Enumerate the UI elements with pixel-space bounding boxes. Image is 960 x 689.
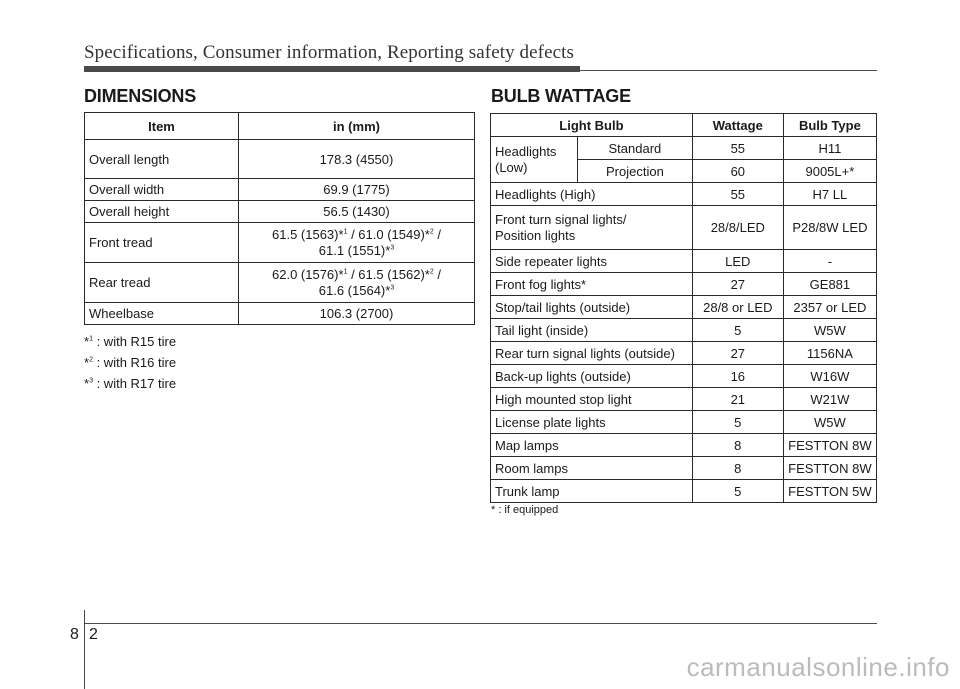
col-header-item: Item xyxy=(85,113,239,140)
value-part: / 61.0 (1549)* xyxy=(347,226,430,242)
bulb-wattage-title: BULB WATTAGE xyxy=(491,86,631,106)
table-row xyxy=(491,206,877,250)
bulb-watt: 5 xyxy=(692,411,783,434)
dim-item: Rear tread xyxy=(85,263,239,303)
value-part: 61.6 (1564)* xyxy=(318,282,391,298)
col-header-value: in (mm) xyxy=(239,113,475,140)
bulb-type: W5W xyxy=(783,411,876,434)
bulb-name: Headlights (High) xyxy=(491,183,693,206)
col-header-bulb-type: Bulb Type xyxy=(783,114,876,137)
footnote-mark: 2 xyxy=(429,268,434,276)
note-sup: 1 xyxy=(89,335,93,343)
page-number: 2 xyxy=(89,626,98,643)
bulb-name: Tail light (inside) xyxy=(491,319,693,342)
headlights-low-label xyxy=(491,137,578,183)
value-part: 62.0 (1576)* xyxy=(272,266,344,282)
bulb-sub: Standard xyxy=(578,137,693,160)
bulb-watt: 21 xyxy=(692,388,783,411)
table-row xyxy=(491,434,877,457)
label-line: (Low) xyxy=(495,159,528,175)
dim-value xyxy=(239,263,475,303)
footnote-mark: 1 xyxy=(343,228,348,236)
bulb-watt: 8 xyxy=(692,457,783,480)
table-row xyxy=(85,223,475,263)
table-row xyxy=(491,137,877,160)
bulb-name: Rear turn signal lights (outside) xyxy=(491,342,693,365)
table-row xyxy=(85,201,475,223)
note-text: : with R16 tire xyxy=(92,355,177,370)
bulb-wattage-table xyxy=(490,113,877,503)
bulb-type: FESTTON 5W xyxy=(783,480,876,503)
bulb-watt: 8 xyxy=(692,434,783,457)
table-row xyxy=(491,273,877,296)
col-header-wattage: Wattage xyxy=(692,114,783,137)
running-header: Specifications, Consumer information, Reporting safety defects xyxy=(84,42,575,63)
value-part: 61.5 (1563)* xyxy=(272,226,344,242)
bulb-type: W16W xyxy=(783,365,876,388)
dim-item: Overall length xyxy=(85,140,239,179)
note-sup: 3 xyxy=(89,377,93,385)
table-row xyxy=(85,303,475,325)
bulb-watt: 5 xyxy=(692,319,783,342)
bulb-type: - xyxy=(783,250,876,273)
tire-note-r17 xyxy=(84,376,176,391)
bulb-type: FESTTON 8W xyxy=(783,434,876,457)
bulb-watt: 27 xyxy=(692,273,783,296)
bulb-type: 1156NA xyxy=(783,342,876,365)
table-row xyxy=(491,250,877,273)
label-line: Position lights xyxy=(495,227,576,243)
bulb-name: Back-up lights (outside) xyxy=(491,365,693,388)
bulb-watt: 28/8 or LED xyxy=(692,296,783,319)
footnote-mark: 2 xyxy=(429,228,434,236)
footer-divider xyxy=(84,610,85,689)
bulb-name: Map lamps xyxy=(491,434,693,457)
dim-item: Overall width xyxy=(85,179,239,201)
bulb-name: License plate lights xyxy=(491,411,693,434)
bulb-type: FESTTON 8W xyxy=(783,457,876,480)
bulb-watt: 55 xyxy=(692,137,783,160)
value-part: / xyxy=(433,266,441,282)
if-equipped-note: * : if equipped xyxy=(491,504,559,516)
dim-value: 178.3 (4550) xyxy=(239,140,475,179)
bulb-type: 2357 or LED xyxy=(783,296,876,319)
table-row xyxy=(85,140,475,179)
tire-note-r16 xyxy=(84,355,176,370)
note-sup: 2 xyxy=(89,356,93,364)
page-section-number: 8 xyxy=(70,626,79,643)
label-line: Headlights xyxy=(495,143,557,159)
table-row xyxy=(85,179,475,201)
value-part: / 61.5 (1562)* xyxy=(347,266,430,282)
note-text: : with R17 tire xyxy=(92,376,177,391)
note-mark: * xyxy=(84,334,90,349)
note-text: : with R15 tire xyxy=(92,334,177,349)
bulb-name: Trunk lamp xyxy=(491,480,693,503)
table-row xyxy=(491,296,877,319)
footer-rule xyxy=(84,623,877,624)
bulb-watt: 60 xyxy=(692,160,783,183)
bulb-watt: 27 xyxy=(692,342,783,365)
col-header-light-bulb: Light Bulb xyxy=(491,114,693,137)
dimensions-table xyxy=(84,112,475,325)
note-mark: * xyxy=(84,355,90,370)
bulb-type: W21W xyxy=(783,388,876,411)
bulb-sub: Projection xyxy=(578,160,693,183)
dimensions-title: DIMENSIONS xyxy=(84,86,197,106)
value-part: 61.1 (1551)* xyxy=(318,242,391,258)
header-rule xyxy=(580,70,877,71)
table-row xyxy=(491,365,877,388)
label-line: Front turn signal lights/ xyxy=(495,211,627,227)
bulb-name: High mounted stop light xyxy=(491,388,693,411)
dim-item: Front tread xyxy=(85,223,239,263)
note-mark: * xyxy=(84,376,90,391)
watermark: carmanualsonline.info xyxy=(686,652,950,682)
bulb-watt: 28/8/LED xyxy=(692,206,783,250)
footnote-mark: 3 xyxy=(390,284,395,292)
footnote-mark: 3 xyxy=(390,244,395,252)
table-row xyxy=(491,388,877,411)
bulb-name: Side repeater lights xyxy=(491,250,693,273)
bulb-name: Stop/tail lights (outside) xyxy=(491,296,693,319)
bulb-watt: 16 xyxy=(692,365,783,388)
table-row xyxy=(85,263,475,303)
dim-value xyxy=(239,223,475,263)
bulb-type: H11 xyxy=(783,137,876,160)
value-part: / xyxy=(433,226,441,242)
bulb-name: Front fog lights* xyxy=(491,273,693,296)
bulb-watt: LED xyxy=(692,250,783,273)
table-row xyxy=(491,457,877,480)
bulb-watt: 55 xyxy=(692,183,783,206)
dim-value: 69.9 (1775) xyxy=(239,179,475,201)
bulb-name: Room lamps xyxy=(491,457,693,480)
bulb-type: P28/8W LED xyxy=(783,206,876,250)
dim-item: Wheelbase xyxy=(85,303,239,325)
table-row xyxy=(491,342,877,365)
bulb-type: H7 LL xyxy=(783,183,876,206)
table-row xyxy=(491,183,877,206)
dim-item: Overall height xyxy=(85,201,239,223)
table-row xyxy=(491,480,877,503)
dim-value: 56.5 (1430) xyxy=(239,201,475,223)
bulb-type: W5W xyxy=(783,319,876,342)
bulb-watt: 5 xyxy=(692,480,783,503)
bulb-type: GE881 xyxy=(783,273,876,296)
header-bar xyxy=(84,66,580,72)
table-row xyxy=(491,411,877,434)
dim-value: 106.3 (2700) xyxy=(239,303,475,325)
bulb-name xyxy=(491,206,693,250)
table-row xyxy=(491,319,877,342)
footnote-mark: 1 xyxy=(343,268,348,276)
tire-note-r15 xyxy=(84,334,176,349)
bulb-type: 9005L+* xyxy=(783,160,876,183)
